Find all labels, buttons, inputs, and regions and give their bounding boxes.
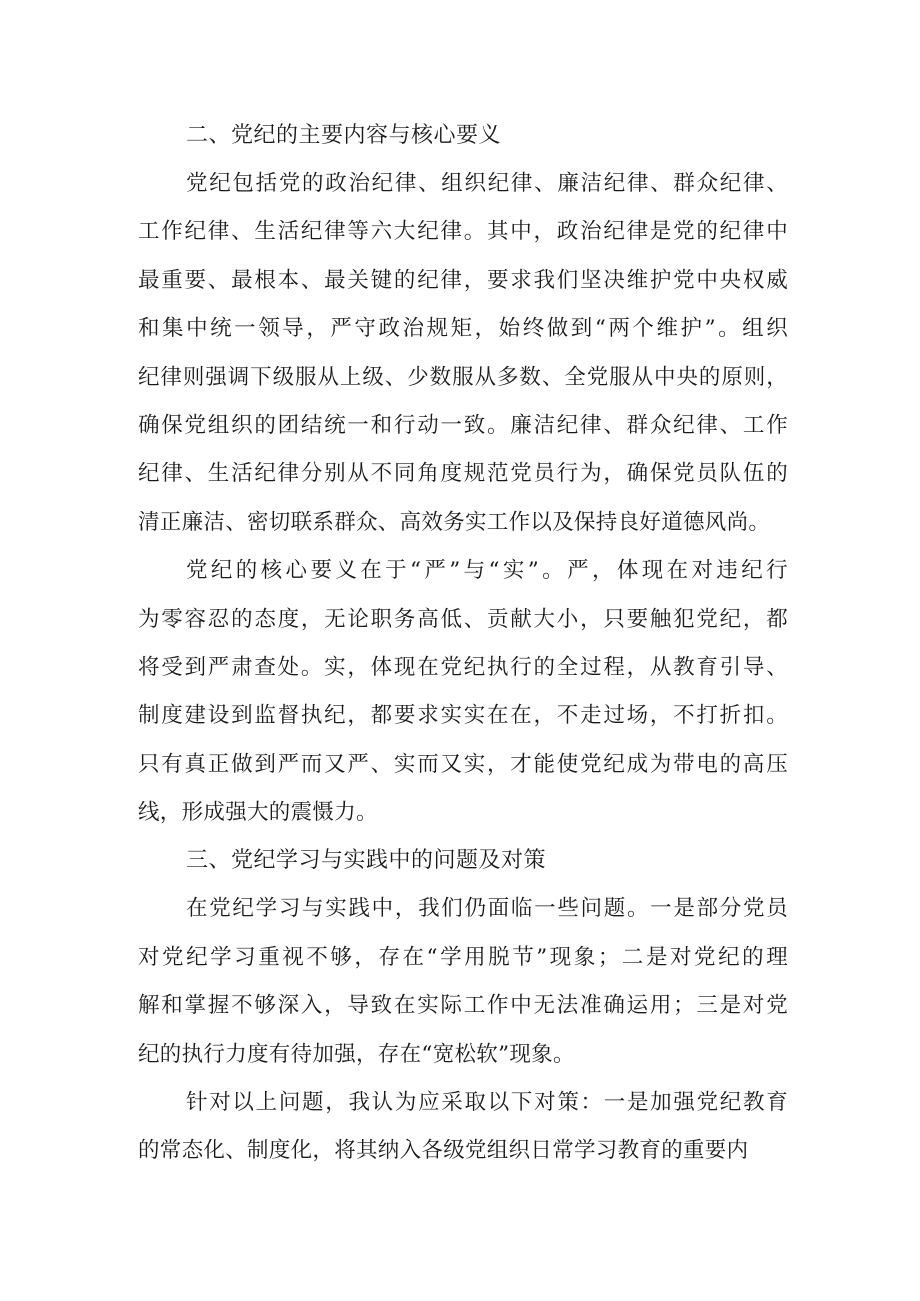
paragraph-line: 工作纪律、生活纪律等六大纪律。其中，政治纪律是党的纪律中 (138, 219, 788, 245)
paragraph-line: 纪的执行力度有待加强，存在“宽松软”现象。 (138, 1041, 575, 1067)
paragraph-line: 将受到严肃查处。实，体现在党纪执行的全过程，从教育引导、 (138, 654, 788, 680)
paragraph-line: 确保党组织的团结统一和行动一致。廉洁纪律、群众纪律、工作 (138, 412, 788, 438)
paragraph-line: 为零容忍的态度，无论职务高低、贡献大小，只要触犯党纪，都 (138, 606, 788, 632)
section-3-heading: 三、党纪学习与实践中的问题及对策 (186, 848, 547, 874)
paragraph-line: 清正廉洁、密切联系群众、高效务实工作以及保持良好道德风尚。 (138, 509, 771, 535)
paragraph (138, 547, 788, 837)
paragraph (138, 1079, 788, 1176)
paragraph-line: 最重要、最根本、最关键的纪律，要求我们坚决维护党中央权威 (138, 267, 788, 293)
paragraph (138, 885, 788, 1079)
paragraph-line: 纪律则强调下级服从上级、少数服从多数、全党服从中央的原则， (138, 364, 788, 390)
paragraph-line: 针对以上问题，我认为应采取以下对策：一是加强党纪教育 (186, 1090, 788, 1116)
paragraph-line: 和集中统一领导，严守政治规矩，始终做到“两个维护”。组织 (138, 316, 788, 342)
paragraph-line: 在党纪学习与实践中，我们仍面临一些问题。一是部分党员 (186, 896, 788, 922)
paragraph-line: 只有真正做到严而又严、实而又实，才能使党纪成为带电的高压 (138, 751, 788, 777)
paragraph-line: 的常态化、制度化，将其纳入各级党组织日常学习教育的重要内 (138, 1138, 749, 1164)
section-3-body (138, 885, 788, 1175)
paragraph-line: 党纪包括党的政治纪律、组织纪律、廉洁纪律、群众纪律、 (186, 171, 788, 196)
paragraph (138, 160, 788, 547)
paragraph-line: 制度建设到监督执纪，都要求实实在在，不走过场，不打折扣。 (138, 703, 788, 729)
paragraph-line: 纪律、生活纪律分别从不同角度规范党员行为，确保党员队伍的 (138, 461, 788, 487)
paragraph-line: 对党纪学习重视不够，存在“学用脱节”现象；二是对党纪的理 (138, 944, 788, 970)
paragraph-line: 线，形成强大的震慑力。 (138, 800, 378, 826)
document-page (138, 112, 788, 1176)
paragraph-line: 解和掌握不够深入，导致在实际工作中无法准确运用；三是对党 (138, 993, 788, 1019)
paragraph-line: 党纪的核心要义在于“严”与“实”。严，体现在对违纪行 (186, 558, 788, 584)
section-2-heading: 二、党纪的主要内容与核心要义 (186, 123, 502, 148)
section-2-body (138, 160, 788, 837)
